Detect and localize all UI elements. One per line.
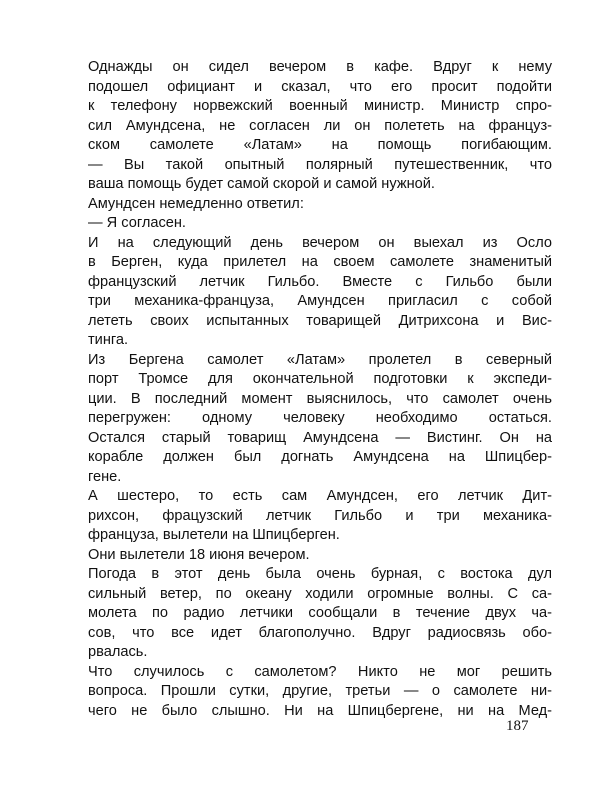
text-line: Погода в этот день была очень бурная, с востока дул [88,566,552,582]
text-line: французский летчик Гильбо. Вместе с Гильбо были [88,273,552,290]
text-line: гене. [88,468,122,485]
text-line: подошел официант и сказал, что его просит подойти [88,78,552,95]
text-line: сильный ветер, по океану ходили огромные волны. С са- [88,585,552,602]
page-number: 187 [506,718,529,734]
text-line: ском самолете «Латам» на помощь погибающим. [88,137,552,153]
text-line: И на следующий день вечером он выехал из Осло [88,234,552,251]
text-line: чего не было слышно. Ни на Шпицбергене, ни на Мед- [88,702,552,719]
text-line: рихсон, фрацузский летчик Гильбо и три механика- [88,507,552,524]
text-line: Однажды он сидел вечером в кафе. Вдруг к нему [88,59,552,75]
text-line: лететь своих испытанных товарищей Дитрихсона и Вис- [88,312,552,329]
text-line: ваша помощь будет самой скорой и самой нужной. [88,176,435,192]
text-line: Они вылетели 18 июня вечером. [88,546,310,563]
book-page-text [88,58,552,721]
text-line: к телефону норвежский военный министр. Министр спро- [88,98,552,114]
text-line: Из Бергена самолет «Латам» пролетел в северный [88,351,552,368]
text-line: ции. В последний момент выяснилось, что самолет очень [88,390,552,407]
text-line: перегружен: одному человеку необходимо остаться. [88,410,552,426]
text-line: Остался старый товарищ Амундсена — Вистинг. Он на [88,429,552,446]
text-line: корабле должен был догнать Амундсена на Шпицбер- [88,449,552,465]
text-line: тинга. [88,332,129,348]
text-line: Что случилось с самолетом? Никто не мог решить [88,663,552,680]
text-line: — Я согласен. [88,215,186,231]
text-line: молета по радио летчики сообщали в течение двух ча- [88,605,552,621]
text-line: рвалась. [88,644,148,660]
text-line: вопроса. Прошли сутки, другие, третьи — о самолете ни- [88,683,552,699]
text-line: порт Тромсе для окончательной подготовки к экспеди- [88,371,552,387]
text-line: француза, вылетели на Шпицберген. [88,527,340,543]
text-line: три механика-француза, Амундсен пригласил с собой [88,293,552,309]
text-line: в Берген, куда прилетел на своем самолете знаменитый [88,254,552,270]
text-line: — Вы такой опытный полярный путешественник, что [88,156,552,173]
text-line: Амундсен немедленно ответил: [88,195,304,212]
text-line: А шестеро, то есть сам Амундсен, его летчик Дит- [88,488,552,504]
text-line: сил Амундсена, не согласен ли он полететь на француз- [88,117,552,134]
text-line: сов, что все идет благополучно. Вдруг радиосвязь обо- [88,624,552,641]
